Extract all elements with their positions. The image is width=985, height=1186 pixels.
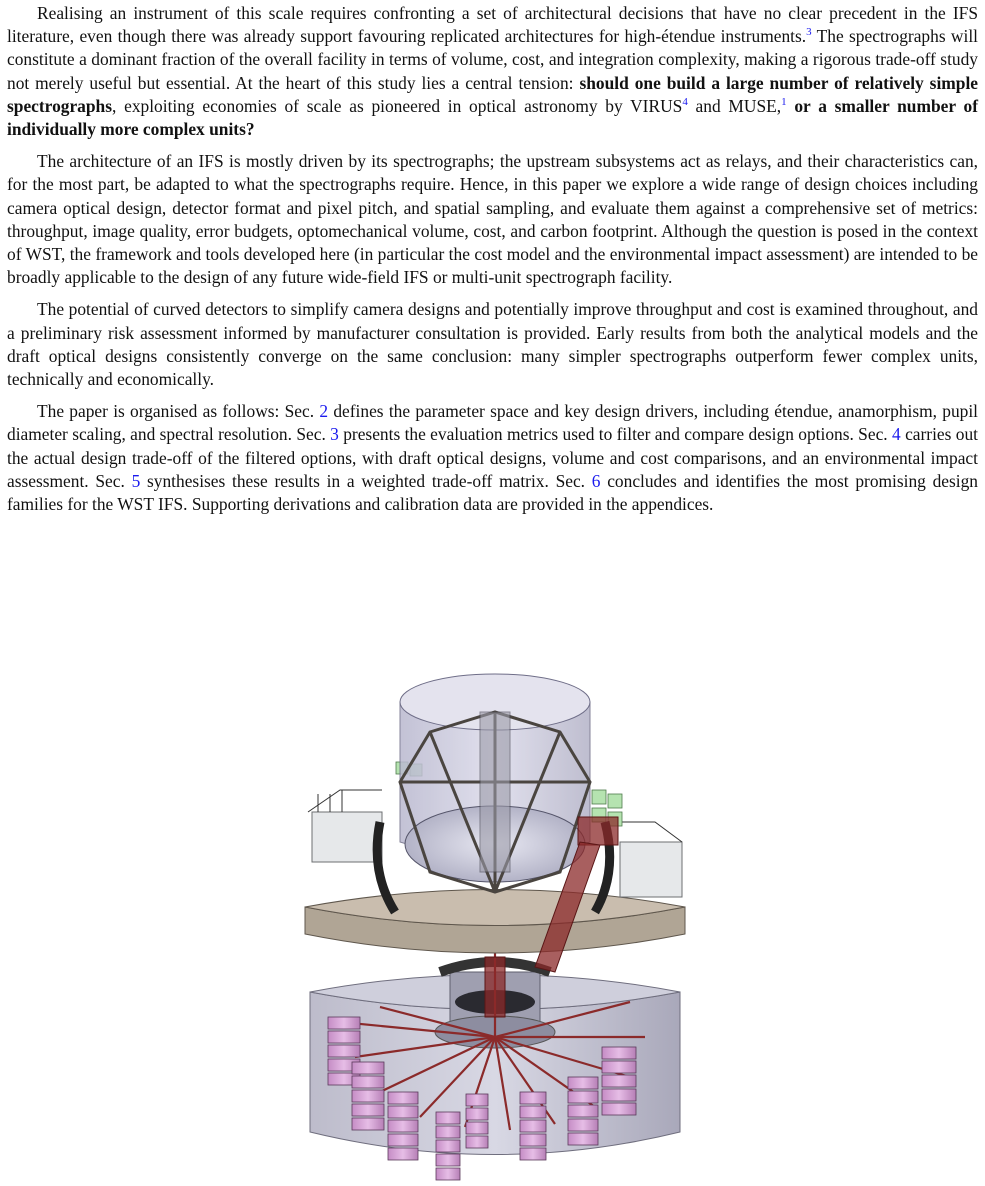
section-ref-link[interactable]: 4 — [892, 424, 901, 445]
section-ref-link[interactable]: 5 — [131, 470, 141, 491]
citation-link[interactable]: 3 — [806, 26, 812, 39]
paragraph-1 — [7, 2, 978, 141]
paragraph-2 — [7, 150, 978, 289]
text-span: The potential of curved detectors to simplify camera designs and potentially improve throughput and cost is examined throughout, and a preliminary risk assessment informed by manufacturer consultation is provided. Early results from both the analytical models and the draft optical designs consistently converge on the same conclusion: many simpler spectrographs outperform fewer complex units, technically and economically. — [7, 299, 978, 390]
bold-text: or a smaller number of individually more complex units? — [7, 95, 978, 140]
section-ref-link[interactable]: 3 — [330, 424, 339, 445]
section-ref-link[interactable]: 6 — [591, 470, 601, 491]
telescope-cutaway-illustration — [300, 672, 690, 1184]
text-span: presents the evaluation metrics used to filter and compare design options. Sec. — [338, 424, 893, 445]
text-span: defines the parameter space and key design drivers, including étendue, anamorphism, pupil diameter scaling, and spectral resolution. Sec. — [7, 401, 979, 445]
citation-link[interactable]: 1 — [781, 95, 787, 108]
body-text — [7, 2, 978, 525]
text-span: The spectrographs will constitute a dominant fraction of the overall facility in terms of volume, cost, and integration complexity, making a rigorous trade-off study not merely useful but essential. At the heart of this study lies a central tension: — [7, 26, 978, 93]
bold-text: should one build a large number of relatively simple spectrographs — [7, 72, 978, 116]
text-span: The paper is organised as follows: Sec. — [37, 401, 320, 422]
telescope-cutaway-figure — [300, 672, 690, 1184]
text-span: concludes and identifies the most promising design families for the WST IFS. Supporting derivations and calibration data are provided in the appendices. — [7, 470, 978, 515]
text-span: and MUSE, — [687, 95, 782, 116]
paragraph-4 — [7, 400, 978, 516]
text-span: Realising an instrument of this scale requires confronting a set of architectural decisions that have no clear precedent in the IFS literature, even though there was already support favouring replicated architectures for high-étendue instruments. — [7, 3, 978, 47]
text-span: synthesises these results in a weighted trade-off matrix. Sec. — [140, 470, 592, 491]
section-ref-link[interactable]: 2 — [319, 401, 329, 422]
text-span: The architecture of an IFS is mostly driven by its spectrographs; the upstream subsystems act as relays, and their characteristics can, for the most part, be adapted to what the spectrographs require. Hence, in this paper we explore a wide range of design choices including camera optical design, detector format and pixel pitch, and spatial sampling, and evaluate them against a comprehensive set of metrics: throughput, image quality, error budgets, optomechanical volume, cost, and carbon footprint. Although the question is posed in the context of WST, the framework and tools developed here (in particular the cost model and the environmental impact assessment) are intended to be broadly applicable to the design of any future wide-field IFS or multi-unit spectrograph facility. — [7, 151, 978, 288]
paragraph-3 — [7, 298, 978, 391]
text-span: , exploiting economies of scale as pioneered in optical astronomy by VIRUS — [112, 95, 683, 116]
citation-link[interactable]: 4 — [682, 95, 688, 108]
text-span: carries out the actual design trade-off of the filtered options, with draft optical designs, volume and cost comparisons, and an environmental impact assessment. Sec. — [7, 424, 979, 491]
